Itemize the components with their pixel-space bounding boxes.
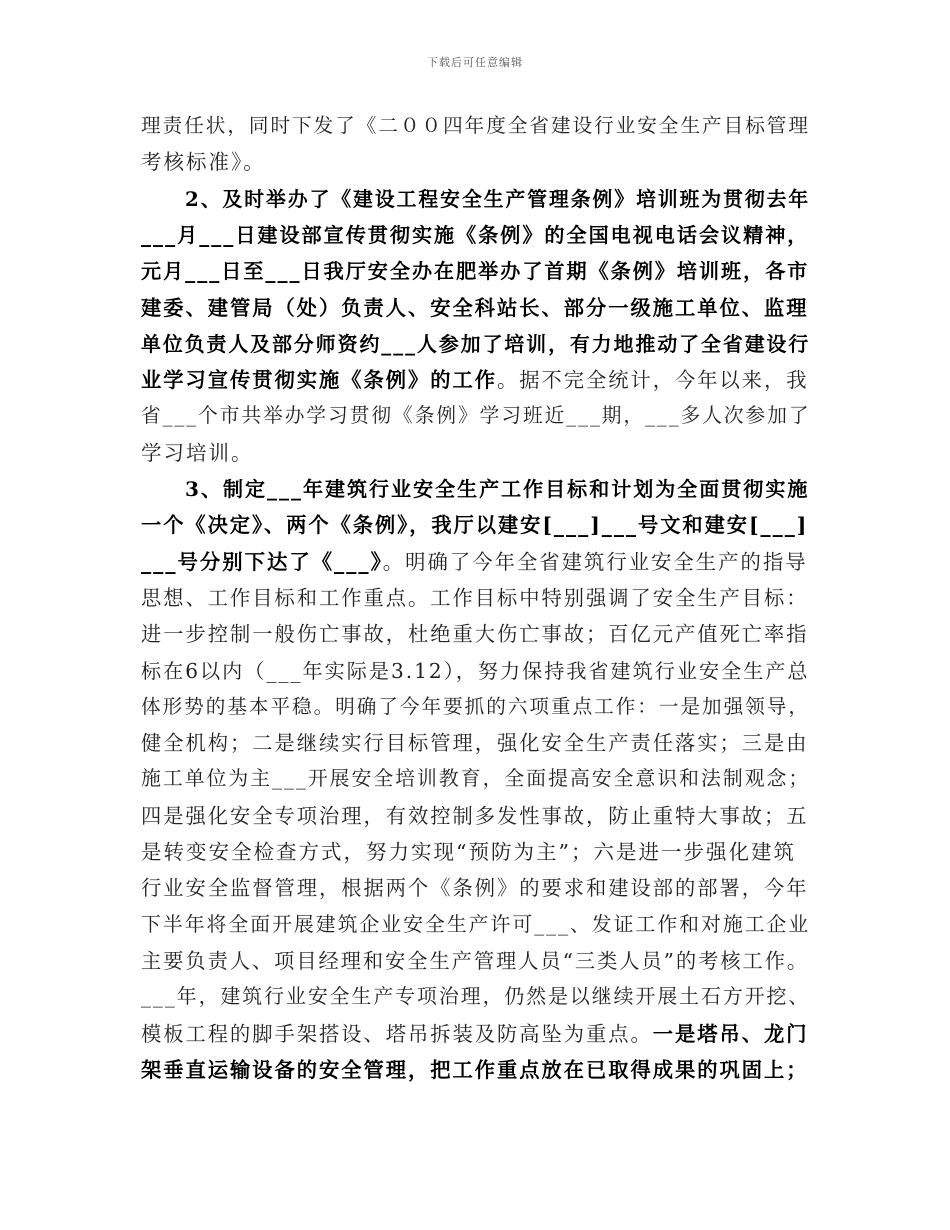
bold-text-segment: 业学习宣传贯彻实施《条例》的工作 <box>141 368 498 393</box>
bold-text-segment: ___月___日建设部宣传贯彻实施《条例》的全国电视电话会议精神， <box>141 222 810 247</box>
text-segment: 模板工程的脚手架搭设、塔吊拆装及防高坠为重点。 <box>141 1021 653 1046</box>
text-line <box>141 1052 809 1088</box>
text-segment: 施工单位为主___开展安全培训教育，全面提高安全意识和法制观念； <box>141 767 811 791</box>
text-segment: 主要负责人、项目经理和安全生产管理人员“三类人员”的考核工作。 <box>141 948 810 973</box>
text-segment: 是转变安全检查方式，努力实现“预防为主”；六是进一步强化建筑 <box>141 840 796 864</box>
text-line <box>185 471 809 507</box>
text-segment: 考核标准》。 <box>141 150 266 175</box>
text-line <box>141 907 810 943</box>
text-line <box>141 362 809 398</box>
text-line <box>141 979 810 1015</box>
text-line <box>141 943 809 979</box>
bold-text-segment: 单位负责人及部分师资约___人参加了培训，有力地推动了全省建设行 <box>141 331 811 356</box>
text-segment: 学习培训。 <box>141 440 254 465</box>
text-line <box>141 507 808 543</box>
text-line <box>141 870 809 906</box>
text-line <box>141 725 809 761</box>
bold-text-segment: 一个《决定》、两个《条例》，我厅以建安[___]___号文和建安[___] <box>141 513 809 538</box>
text-segment: 进一步控制一般伤亡事故，杜绝重大伤亡事故；百亿元产值死亡率指 <box>141 622 809 647</box>
bold-text-segment: 3、制定___年建筑行业安全生产工作目标和计划为全面贯彻实施 <box>185 477 810 501</box>
text-segment: ___年，建筑行业安全生产专项治理，仍然是以继续开展土石方开挖、 <box>141 985 811 1009</box>
text-line <box>141 761 810 797</box>
text-segment: 。据不完全统计，今年以来，我 <box>497 368 809 393</box>
text-line <box>141 1016 809 1052</box>
text-line <box>141 144 266 180</box>
text-line <box>141 326 810 362</box>
bold-text-segment: 架垂直运输设备的安全管理，把工作重点放在已取得成果的巩固上； <box>141 1057 809 1082</box>
text-line <box>141 108 810 144</box>
text-line <box>141 398 811 434</box>
text-line <box>141 798 809 834</box>
text-segment: 体形势的基本平稳。明确了今年要抓的六项重点工作：一是加强领导， <box>141 694 810 718</box>
bold-text-segment: 建委、建管局（处）负责人、安全科站长、部分一级施工单位、监理 <box>141 295 809 320</box>
text-line <box>141 616 809 652</box>
text-line <box>141 653 810 689</box>
text-segment: 思想、工作目标和工作重点。工作目标中特别强调了安全生产目标： <box>141 585 809 610</box>
bold-text-segment: ___号分别下达了《___》 <box>141 549 383 574</box>
text-line <box>141 253 809 289</box>
bold-text-segment: 元月___日至___日我厅安全办在肥举办了首期《条例》培训班，各市 <box>141 259 810 284</box>
text-line <box>185 181 810 217</box>
text-segment: 理责任状，同时下发了《二００四年度全省建设行业安全生产目标管理 <box>141 114 810 137</box>
text-line <box>141 544 808 580</box>
text-line <box>141 217 809 253</box>
text-segment: 。明确了今年全省建筑行业安全生产的指导 <box>382 549 808 574</box>
bold-text-segment: 2、及时举办了《建设工程安全生产管理条例》培训班为贯彻去年 <box>185 186 811 211</box>
text-segment: 下半年将全面开展建筑企业安全生产许可___、发证工作和对施工企业 <box>141 912 811 936</box>
text-line <box>141 435 254 471</box>
text-segment: 行业安全监督管理，根据两个《条例》的要求和建设部的部署，今年 <box>141 876 809 901</box>
text-segment: 四是强化安全专项治理，有效控制多发性事故，防止重特大事故；五 <box>141 803 809 828</box>
page-header: 下载后可任意编辑 <box>427 56 523 69</box>
text-line <box>141 580 809 616</box>
text-segment: 省___个市共举办学习贯彻《条例》学习班近___期，___多人次参加了 <box>141 404 811 428</box>
text-segment: 标在6以内（___年实际是3.12），努力保持我省建筑行业安全生产总 <box>141 658 810 683</box>
bold-text-segment: 一是塔吊、龙门 <box>652 1021 809 1046</box>
text-segment: 健全机构；二是继续实行目标管理，强化安全生产责任落实；三是由 <box>141 731 809 756</box>
text-line <box>141 689 810 725</box>
text-line <box>141 834 796 870</box>
text-line <box>141 290 809 326</box>
